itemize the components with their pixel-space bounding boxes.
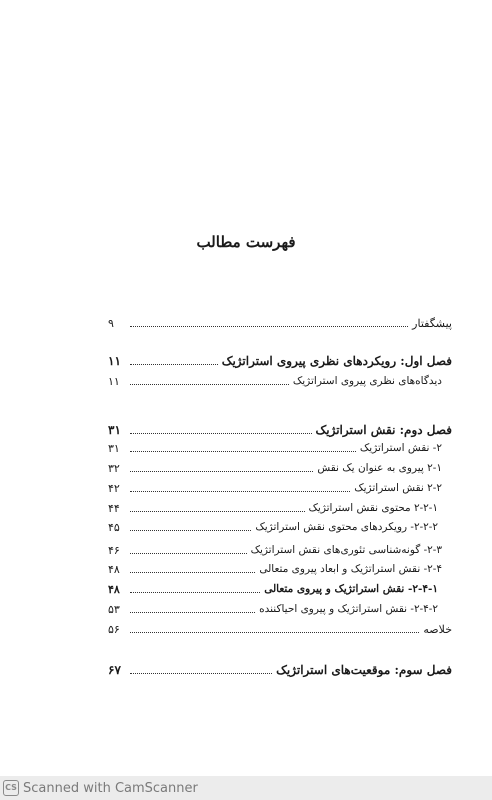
toc-entry-page: ۱۱ (108, 354, 121, 368)
dot-leader (130, 326, 408, 327)
toc-entry-summary (108, 620, 452, 638)
toc-entry-label: فصل دوم: نقش استراتژیک (315, 423, 452, 437)
toc-entry-label: ۲-۲-۲- رویکردهای محتوی نقش استراتژیک (255, 521, 438, 533)
toc-entry (108, 479, 452, 497)
dot-leader (130, 451, 356, 452)
toc-entry-page: ۳۲ (108, 461, 120, 475)
toc-entry (108, 459, 452, 477)
toc-entry-label: فصل اول: رویکردهای نظری پیروی استراتژیک (221, 354, 452, 368)
toc-entry-page: ۴۸ (108, 582, 120, 596)
toc-entry-label: ۲- نقش استراتژیک (359, 442, 442, 454)
toc-entry-label: ۲-۱ پیروی به عنوان یک نقش (317, 462, 442, 474)
dot-leader (130, 364, 218, 365)
toc-entry-page: ۵۶ (108, 622, 120, 636)
toc-entry-page: ۴۸ (108, 562, 120, 576)
dot-leader (130, 673, 272, 674)
toc-entry-label: خلاصه (423, 622, 452, 636)
toc-entry-page: ۶۷ (108, 663, 121, 677)
toc-entry (108, 372, 452, 390)
dot-leader (130, 471, 313, 472)
dot-leader (130, 530, 251, 531)
toc-entry (108, 541, 452, 559)
toc-entry-label: ۲-۴-۲- نقش استراتژیک و پیروی احیاکننده (259, 603, 438, 615)
toc-entry-label: فصل سوم: موقعیت‌های استراتژیک (276, 663, 452, 677)
watermark-text: Scanned with CamScanner (23, 780, 198, 796)
toc-entry (108, 600, 452, 618)
dot-leader (130, 632, 419, 633)
toc-entry-chapter-1 (108, 352, 452, 370)
toc-entry-page: ۳۱ (108, 441, 120, 455)
dot-leader (130, 553, 247, 554)
toc-entry (108, 560, 452, 578)
toc-entry-label: ۲-۴- نقش استراتژیک و ابعاد پیروی متعالی (259, 563, 442, 575)
toc-entry-page: ۴۵ (108, 520, 120, 534)
scanner-watermark (0, 776, 492, 800)
dot-leader (130, 612, 255, 613)
toc-title: فهرست مطالب (196, 233, 296, 251)
dot-leader (130, 491, 350, 492)
toc-entry-page: ۴۶ (108, 543, 120, 557)
dot-leader (130, 511, 305, 512)
toc-entry-label: ۲-۴-۱- نقش استراتژیک و پیروی متعالی (264, 583, 438, 595)
toc-entry (108, 580, 452, 598)
dot-leader (130, 384, 289, 385)
toc-entry-label: ۲-۲ نقش استراتژیک (354, 482, 442, 494)
toc-entry-page: ۴۴ (108, 501, 120, 515)
toc-entry-page: ۹ (108, 316, 114, 330)
dot-leader (130, 572, 255, 573)
dot-leader (130, 433, 312, 434)
toc-entry-label: پیشگفتار (412, 316, 452, 330)
toc-entry (108, 518, 452, 536)
toc-entry-chapter-3 (108, 661, 452, 679)
toc-entry-preface (108, 314, 452, 332)
camscanner-logo-icon: CS (3, 780, 19, 796)
dot-leader (130, 592, 260, 593)
toc-entry-label: ۲-۳- گونه‌شناسی تئوری‌های نقش استراتژیک (250, 544, 442, 556)
toc-entry (108, 499, 452, 517)
toc-entry-chapter-2 (108, 421, 452, 439)
toc-entry (108, 439, 452, 457)
toc-entry-page: ۳۱ (108, 423, 121, 437)
toc-entry-page: ۱۱ (108, 374, 120, 388)
toc-entry-page: ۴۲ (108, 481, 120, 495)
toc-entry-page: ۵۳ (108, 602, 120, 616)
toc-entry-label: دیدگاه‌های نظری پیروی استراتژیک (292, 375, 442, 387)
toc-entry-label: ۲-۲-۱ محتوی نقش استراتژیک (308, 502, 438, 514)
